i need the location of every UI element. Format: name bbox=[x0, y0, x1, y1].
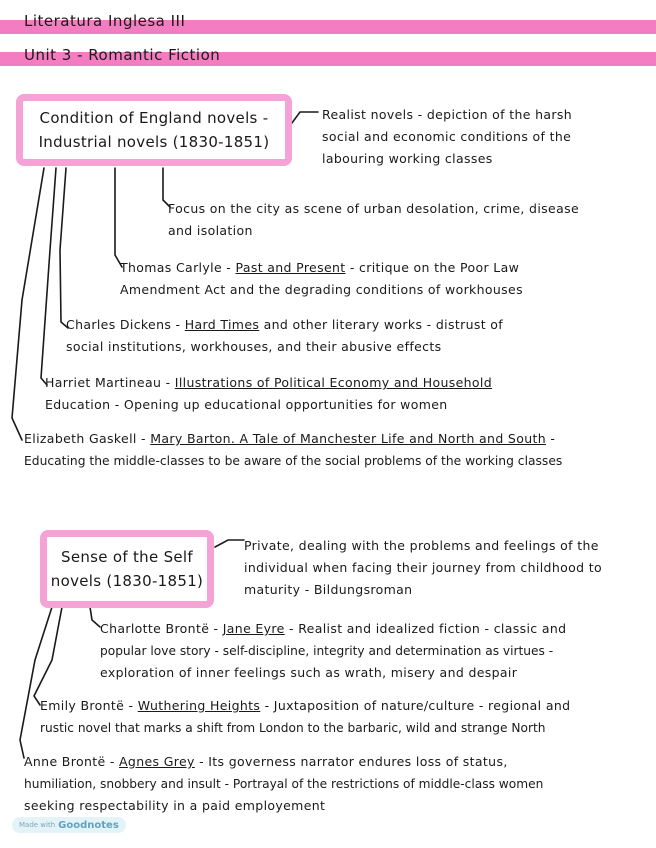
topic-box-condition-of-england bbox=[16, 94, 292, 166]
connector-def2 bbox=[215, 540, 244, 547]
entry-text: - bbox=[546, 431, 556, 446]
entry-line: humiliation, snobbery and insult - Portrayal of the restrictions of middle-class women bbox=[24, 777, 544, 791]
work-title: Past and Present bbox=[235, 260, 346, 275]
box-line: Sense of the Self bbox=[61, 548, 193, 566]
author-name: Emily Brontë - bbox=[40, 698, 138, 713]
box-line: Condition of England novels - bbox=[39, 109, 269, 127]
work-title: Agnes Grey bbox=[119, 754, 195, 769]
course-title: Literatura Inglesa III bbox=[24, 12, 186, 30]
box-line: Industrial novels (1830-1851) bbox=[38, 133, 270, 151]
author-name: Elizabeth Gaskell - bbox=[24, 431, 151, 446]
entry-text: and other literary works - distrust of bbox=[259, 317, 504, 332]
connector-charlotte bbox=[90, 607, 100, 627]
badge-made-with: Made with bbox=[19, 821, 56, 829]
entry-line: seeking respectability in a paid employement bbox=[24, 798, 326, 813]
entry-dickens bbox=[66, 314, 503, 336]
focus-line: and isolation bbox=[168, 223, 253, 238]
entry-text: - Its governess narrator endures loss of status, bbox=[194, 754, 508, 769]
topic-box-sense-of-the-self bbox=[40, 530, 214, 608]
work-title: Illustrations of Political Economy and Household bbox=[174, 375, 493, 390]
entry-text: - Realist and idealized fiction - classic and bbox=[284, 621, 567, 636]
definition-line: Realist novels - depiction of the harsh bbox=[322, 107, 573, 122]
definition-line: social and economic conditions of the bbox=[322, 129, 572, 144]
entry-line: social institutions, workhouses, and their abusive effects bbox=[66, 339, 442, 354]
entry-line: exploration of inner feelings such as wrath, misery and despair bbox=[100, 665, 518, 680]
author-name: Charlotte Brontë - bbox=[100, 621, 223, 636]
work-title-cont: Education bbox=[45, 397, 111, 412]
work-title: Jane Eyre bbox=[222, 621, 285, 636]
connector-gaskell bbox=[12, 168, 44, 440]
entry-gaskell bbox=[24, 428, 555, 450]
entry-charlotte-bronte bbox=[100, 618, 566, 640]
entry-line: popular love story - self-discipline, integrity and determination as virtues - bbox=[100, 644, 554, 658]
author-name: Harriet Martineau - bbox=[45, 375, 175, 390]
entry-martineau bbox=[45, 372, 492, 394]
author-name: Anne Brontë - bbox=[24, 754, 120, 769]
entry-carlyle bbox=[120, 257, 519, 279]
entry-emily-bronte bbox=[40, 695, 570, 717]
focus-line: Focus on the city as scene of urban desolation, crime, disease bbox=[168, 201, 579, 216]
connector-dickens bbox=[60, 168, 68, 328]
entry-text: - critique on the Poor Law bbox=[345, 260, 520, 275]
connector-carlyle bbox=[115, 168, 122, 267]
work-title: Wuthering Heights bbox=[137, 698, 261, 713]
work-title: Mary Barton. A Tale of Manchester Life and North and South bbox=[150, 431, 547, 446]
author-name: Charles Dickens - bbox=[66, 317, 185, 332]
author-name: Thomas Carlyle - bbox=[120, 260, 236, 275]
entry-text: - Opening up educational opportunities for women bbox=[110, 397, 448, 412]
entry-text: - Juxtaposition of nature/culture - regional and bbox=[260, 698, 571, 713]
unit-title: Unit 3 - Romantic Fiction bbox=[24, 46, 221, 64]
badge-brand: Goodnotes bbox=[58, 819, 119, 831]
definition-line: Private, dealing with the problems and feelings of the bbox=[244, 538, 599, 553]
entry-anne-bronte bbox=[24, 751, 508, 773]
definition-line: individual when facing their journey from childhood to bbox=[244, 560, 602, 575]
connector-def1 bbox=[289, 112, 318, 127]
work-title: Hard Times bbox=[184, 317, 260, 332]
entry-line: Educating the middle-classes to be aware of the social problems of the working classes bbox=[24, 454, 563, 468]
connector-martineau bbox=[41, 168, 56, 385]
entry-line bbox=[45, 394, 448, 416]
definition-line: maturity - Bildungsroman bbox=[244, 582, 413, 597]
goodnotes-badge bbox=[12, 817, 126, 833]
entry-line: Amendment Act and the degrading conditions of workhouses bbox=[120, 282, 523, 297]
entry-line: rustic novel that marks a shift from London to the barbaric, wild and strange North bbox=[40, 721, 546, 735]
definition-line: labouring working classes bbox=[322, 151, 493, 166]
box-line: novels (1830-1851) bbox=[50, 572, 204, 590]
